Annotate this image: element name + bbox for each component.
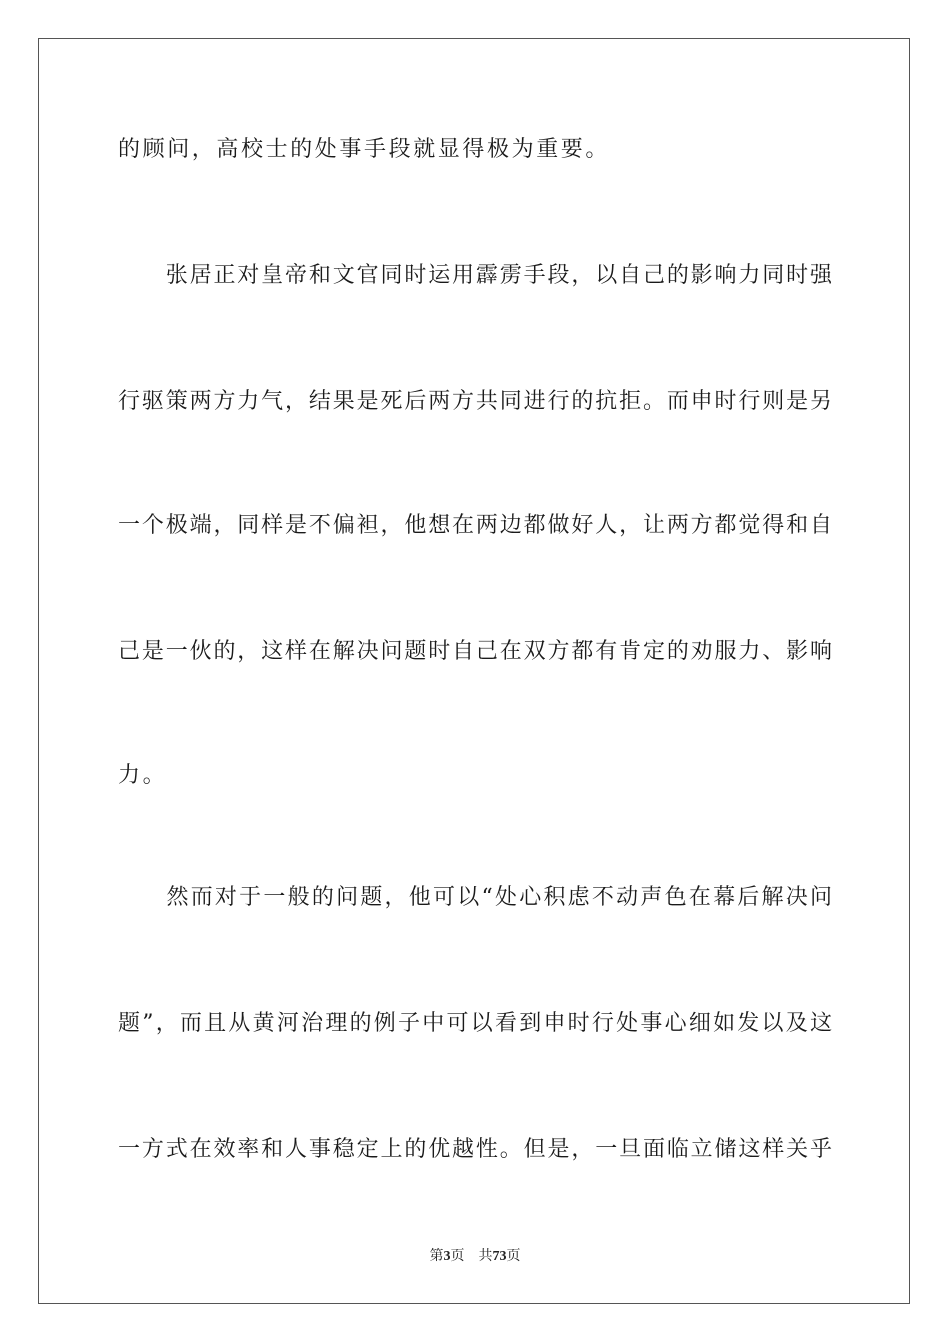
text-line-1: 的顾问，高校士的处事手段就显得极为重要。	[118, 137, 611, 162]
total-suffix: 页	[506, 1248, 521, 1264]
text-line-6: 力。	[118, 763, 168, 788]
text-line-3: 行驱策两方力气，结果是死后两方共同进行的抗拒。而申时行则是另	[118, 389, 832, 414]
page-suffix: 页	[450, 1248, 465, 1264]
total-prefix: 共	[478, 1248, 493, 1264]
page-prefix: 第	[429, 1248, 444, 1264]
text-line-4: 一个极端，同样是不偏袒，他想在两边都做好人，让两方都觉得和自	[118, 513, 832, 538]
total-pages: 73	[492, 1249, 507, 1264]
text-line-5: 己是一伙的，这样在解决问题时自己在双方都有肯定的劝服力、影响	[118, 639, 832, 664]
text-line-2: 张居正对皇帝和文官同时运用霹雳手段，以自己的影响力同时强	[118, 263, 832, 288]
text-line-9: 一方式在效率和人事稳定上的优越性。但是，一旦面临立储这样关乎	[118, 1137, 832, 1162]
text-line-8: 题”，而且从黄河治理的例子中可以看到申时行处事心细如发以及这	[118, 1011, 832, 1036]
page-footer	[0, 1246, 950, 1267]
page-number: 3	[443, 1249, 451, 1264]
text-line-7: 然而对于一般的问题，他可以“处心积虑不动声色在幕后解决问	[118, 885, 832, 910]
page-border	[38, 38, 910, 1304]
